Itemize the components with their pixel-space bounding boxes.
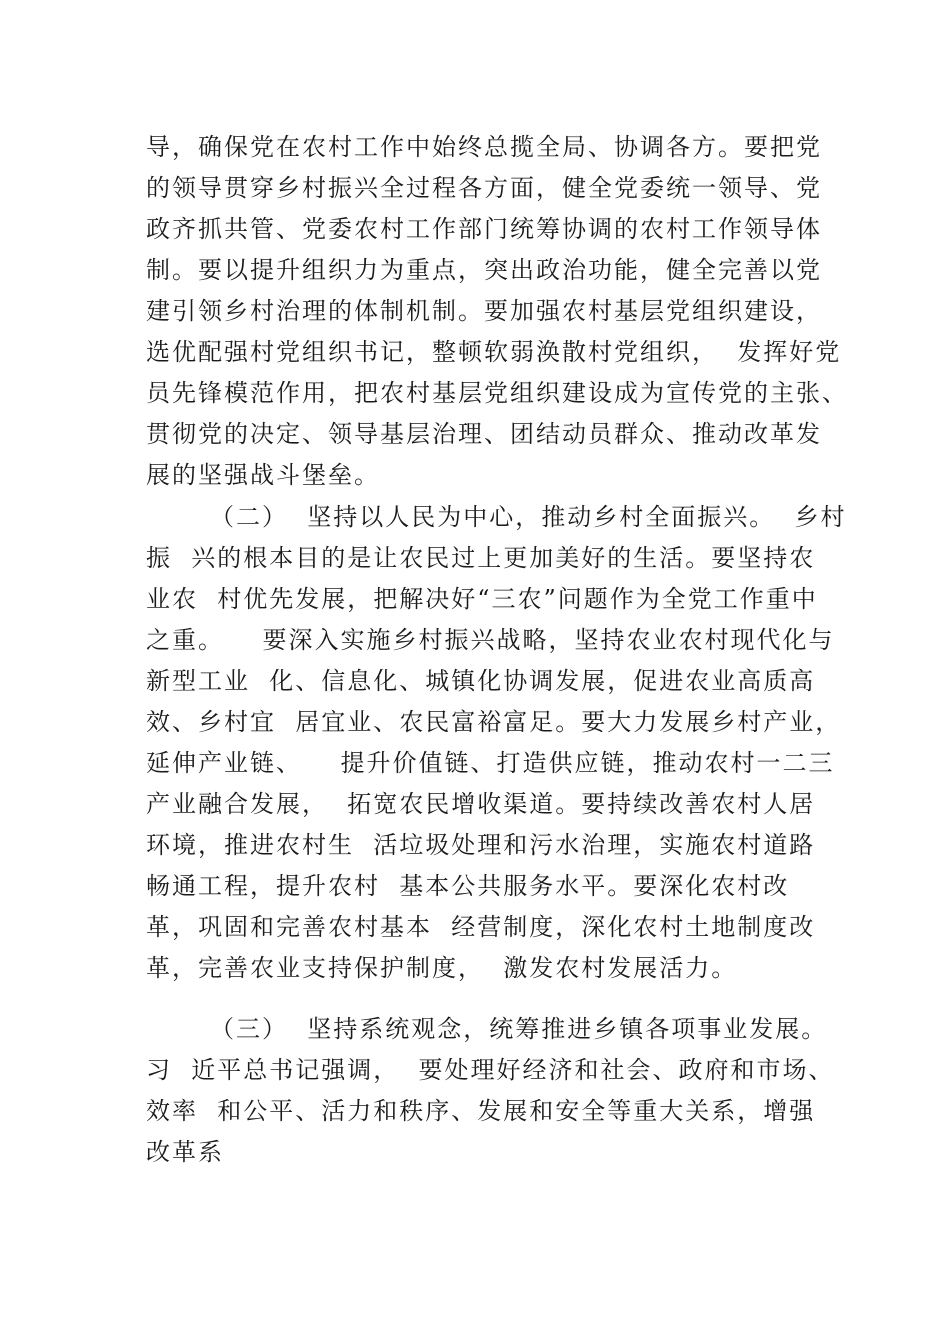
text-line: 习 近平总书记强调， 要处理好经济和社会、政府和市场、 <box>146 1056 835 1084</box>
text-line: 产业融合发展， 拓宽农民增收渠道。要持续改善农村人居 <box>146 790 816 818</box>
section-heading: （二） 坚持以人民为中心，推动乡村全面振兴。 乡村 <box>210 503 847 531</box>
text-line: 展的坚强战斗堡垒。 <box>146 461 380 489</box>
text-line: 改革系 <box>146 1138 224 1166</box>
text-line: 贯彻党的决定、领导基层治理、团结动员群众、推动改革发 <box>146 420 822 448</box>
text-line: 畅通工程，提升农村 基本公共服务水平。要深化农村改 <box>146 872 790 900</box>
text-line: 新型工业 化、信息化、城镇化协调发展，促进农业高质高 <box>146 667 816 695</box>
text-line: 延伸产业链、 提升价值链、打造供应链，推动农村一二三 <box>146 749 835 777</box>
section-heading: （三） 坚持系统观念，统筹推进乡镇各项事业发展。 <box>210 1015 828 1043</box>
text-line: 业农 村优先发展，把解决好“三农”问题作为全党工作重中 <box>146 585 818 613</box>
text-line: 制。要以提升组织力为重点，突出政治功能，健全完善以党 <box>146 256 822 284</box>
text-line: 革，巩固和完善农村基本 经营制度，深化农村土地制度改 <box>146 913 816 941</box>
text-line: 选优配强村党组织书记，整顿软弱涣散村党组织， 发挥好党 <box>146 338 842 366</box>
text-line: 效、乡村宜 居宜业、农民富裕富足。要大力发展乡村产业， <box>146 708 842 736</box>
text-line: 之重。 要深入实施乡村振兴战略，坚持农业农村现代化与 <box>146 626 835 654</box>
text-line: 革，完善农业支持保护制度， 激发农村发展活力。 <box>146 954 738 982</box>
text-line: 员先锋模范作用，把农村基层党组织建设成为宣传党的主张、 <box>146 379 848 407</box>
text-line: 环境，推进农村生 活垃圾处理和污水治理，实施农村道路 <box>146 831 816 859</box>
text-line: 的领导贯穿乡村振兴全过程各方面，健全党委统一领导、党 <box>146 174 822 202</box>
text-line: 政齐抓共管、党委农村工作部门统筹协调的农村工作领导体 <box>146 215 822 243</box>
text-line: 振 兴的根本目的是让农民过上更加美好的生活。要坚持农 <box>146 544 816 572</box>
text-line: 效率 和公平、活力和秩序、发展和安全等重大关系，增强 <box>146 1097 816 1125</box>
text-line: 导，确保党在农村工作中始终总揽全局、协调各方。要把党 <box>146 133 822 161</box>
text-line: 建引领乡村治理的体制机制。要加强农村基层党组织建设， <box>146 297 822 325</box>
